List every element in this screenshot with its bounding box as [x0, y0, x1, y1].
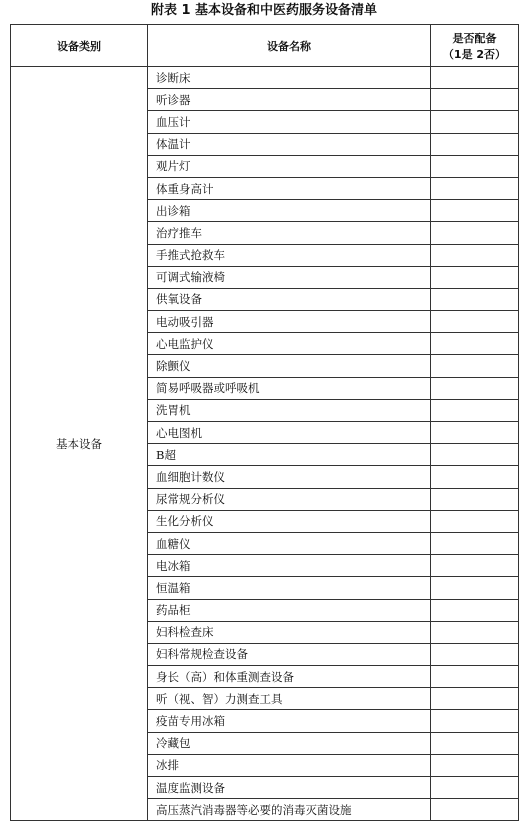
header-row: [11, 25, 519, 67]
equipment-name-cell: 疫苗专用冰箱: [148, 710, 431, 732]
config-input-cell[interactable]: [431, 133, 519, 155]
equipment-name-cell: 简易呼吸器或呼吸机: [148, 377, 431, 399]
equipment-name-cell: 恒温箱: [148, 577, 431, 599]
config-input-cell[interactable]: [431, 488, 519, 510]
equipment-name-cell: 出诊箱: [148, 200, 431, 222]
equipment-name-cell: 电冰箱: [148, 555, 431, 577]
config-input-cell[interactable]: [431, 732, 519, 754]
config-input-cell[interactable]: [431, 643, 519, 665]
config-input-cell[interactable]: [431, 111, 519, 133]
equipment-name-cell: 体温计: [148, 133, 431, 155]
table-row: [11, 67, 519, 89]
config-input-cell[interactable]: [431, 555, 519, 577]
header-config-line1: 是否配备: [452, 31, 497, 45]
config-input-cell[interactable]: [431, 222, 519, 244]
config-input-cell[interactable]: [431, 710, 519, 732]
equipment-name-cell: 听（视、智）力测查工具: [148, 688, 431, 710]
equipment-table: [10, 24, 519, 821]
equipment-name-cell: 供氧设备: [148, 288, 431, 310]
equipment-name-cell: 电动吸引器: [148, 311, 431, 333]
config-input-cell[interactable]: [431, 599, 519, 621]
equipment-name-cell: 心电监护仪: [148, 333, 431, 355]
equipment-name-cell: 诊断床: [148, 67, 431, 89]
equipment-name-cell: 温度监测设备: [148, 777, 431, 799]
equipment-name-cell: 生化分析仪: [148, 510, 431, 532]
equipment-name-cell: 高压蒸汽消毒器等必要的消毒灭菌设施: [148, 799, 431, 821]
header-config-line2: （1是 2否）: [442, 47, 507, 61]
equipment-name-cell: 血糖仪: [148, 532, 431, 554]
config-input-cell[interactable]: [431, 200, 519, 222]
equipment-name-cell: B超: [148, 444, 431, 466]
equipment-name-cell: 妇科检查床: [148, 621, 431, 643]
config-input-cell[interactable]: [431, 799, 519, 821]
config-input-cell[interactable]: [431, 422, 519, 444]
config-input-cell[interactable]: [431, 621, 519, 643]
config-input-cell[interactable]: [431, 399, 519, 421]
equipment-name-cell: 心电图机: [148, 422, 431, 444]
table-body: [11, 67, 519, 821]
config-input-cell[interactable]: [431, 510, 519, 532]
equipment-name-cell: 冷藏包: [148, 732, 431, 754]
header-config: [431, 25, 519, 67]
equipment-name-cell: 血压计: [148, 111, 431, 133]
config-input-cell[interactable]: [431, 444, 519, 466]
equipment-name-cell: 观片灯: [148, 155, 431, 177]
equipment-name-cell: 药品柜: [148, 599, 431, 621]
config-input-cell[interactable]: [431, 754, 519, 776]
config-input-cell[interactable]: [431, 577, 519, 599]
config-input-cell[interactable]: [431, 777, 519, 799]
page-title: 附表 1 基本设备和中医药服务设备清单: [150, 3, 378, 18]
equipment-name-cell: 血细胞计数仪: [148, 466, 431, 488]
header-name: 设备名称: [148, 25, 431, 67]
config-input-cell[interactable]: [431, 288, 519, 310]
equipment-name-cell: 妇科常规检查设备: [148, 643, 431, 665]
config-input-cell[interactable]: [431, 266, 519, 288]
config-input-cell[interactable]: [431, 688, 519, 710]
equipment-name-cell: 听诊器: [148, 89, 431, 111]
config-input-cell[interactable]: [431, 532, 519, 554]
equipment-name-cell: 洗胃机: [148, 399, 431, 421]
equipment-name-cell: 尿常规分析仪: [148, 488, 431, 510]
config-input-cell[interactable]: [431, 666, 519, 688]
config-input-cell[interactable]: [431, 466, 519, 488]
equipment-name-cell: 冰排: [148, 754, 431, 776]
config-input-cell[interactable]: [431, 377, 519, 399]
config-input-cell[interactable]: [431, 155, 519, 177]
equipment-name-cell: 手推式抢救车: [148, 244, 431, 266]
config-input-cell[interactable]: [431, 333, 519, 355]
config-input-cell[interactable]: [431, 355, 519, 377]
equipment-name-cell: 体重身高计: [148, 177, 431, 199]
equipment-name-cell: 治疗推车: [148, 222, 431, 244]
config-input-cell[interactable]: [431, 311, 519, 333]
config-input-cell[interactable]: [431, 89, 519, 111]
equipment-name-cell: 身长（高）和体重测查设备: [148, 666, 431, 688]
config-input-cell[interactable]: [431, 177, 519, 199]
equipment-name-cell: 可调式输液椅: [148, 266, 431, 288]
category-cell: 基本设备: [11, 67, 148, 821]
config-input-cell[interactable]: [431, 67, 519, 89]
config-input-cell[interactable]: [431, 244, 519, 266]
equipment-name-cell: 除颤仪: [148, 355, 431, 377]
header-category: 设备类别: [11, 25, 148, 67]
